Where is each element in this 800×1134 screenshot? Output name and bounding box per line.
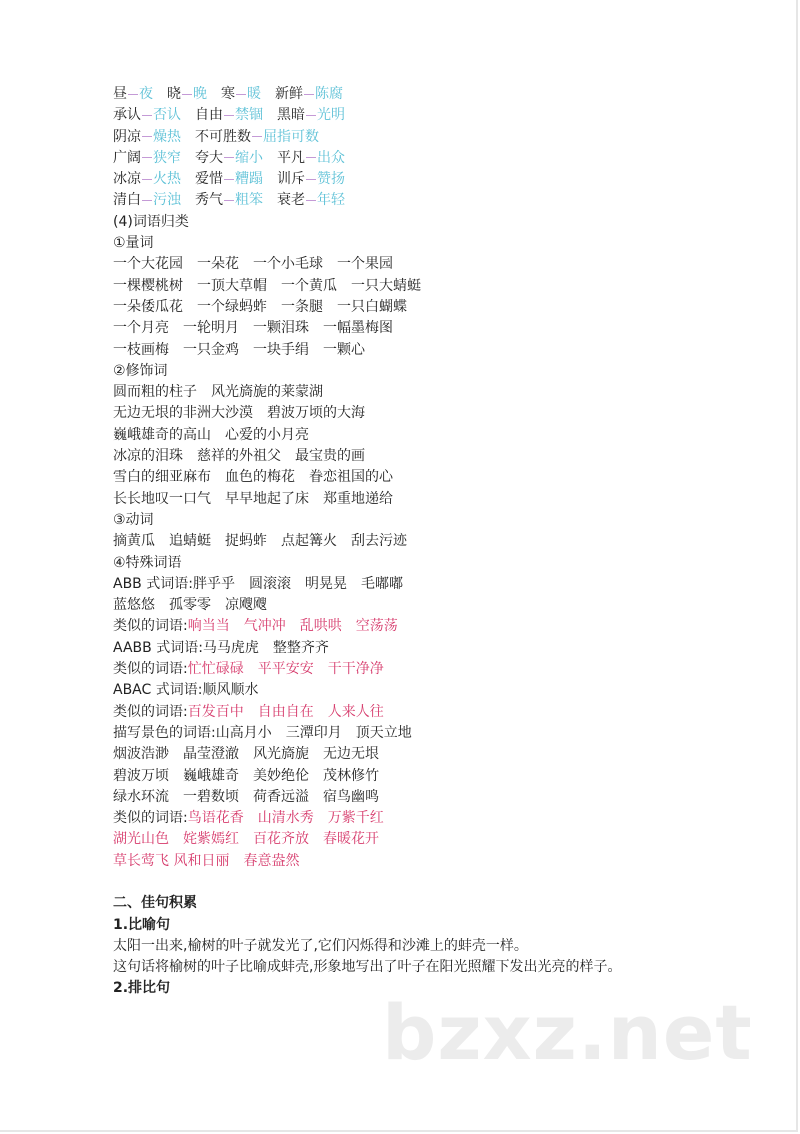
arrow-connector bbox=[306, 200, 316, 201]
text-line bbox=[113, 190, 621, 211]
arrow-connector bbox=[306, 115, 316, 116]
text-segment: ②修饰词 bbox=[113, 362, 168, 379]
antonym-word: 晚 bbox=[193, 86, 207, 102]
text-segment: 昼 bbox=[113, 86, 127, 102]
section-heading: 1.比喻句 bbox=[113, 916, 171, 933]
text-segment: 一枝画梅 一只金鸡 一块手绢 一颗心 bbox=[113, 341, 365, 358]
text-line bbox=[113, 893, 621, 914]
blank-line bbox=[113, 872, 621, 893]
section-heading: 2.排比句 bbox=[113, 980, 171, 997]
text-line bbox=[113, 467, 621, 488]
text-segment: 阴凉 bbox=[113, 128, 141, 145]
text-line bbox=[113, 936, 621, 957]
text-line bbox=[113, 276, 621, 297]
antonym-word: 燥热 bbox=[153, 128, 181, 145]
text-segment: 清白 bbox=[113, 192, 141, 209]
antonym-word: 火热 bbox=[153, 171, 181, 188]
text-segment: ①量词 bbox=[113, 235, 154, 252]
arrow-connector bbox=[224, 179, 234, 180]
text-segment: 一棵樱桃树 一顶大草帽 一个黄瓜 一只大蜻蜓 bbox=[113, 277, 421, 294]
arrow-connector bbox=[306, 157, 316, 158]
text-segment: 类似的词语: bbox=[113, 810, 188, 827]
text-segment: 训斥 bbox=[263, 171, 305, 188]
arrow-connector bbox=[304, 94, 314, 95]
text-segment: (4)词语归类 bbox=[113, 213, 189, 230]
text-segment: 承认 bbox=[113, 107, 141, 124]
antonym-word: 否认 bbox=[153, 107, 181, 124]
text-segment: 寒 bbox=[207, 86, 235, 102]
text-line bbox=[113, 340, 621, 361]
antonym-word: 暖 bbox=[247, 86, 261, 102]
text-segment: ABAC 式词语:顺风顺水 bbox=[113, 682, 259, 699]
text-line bbox=[113, 595, 621, 616]
antonym-word: 缩小 bbox=[235, 149, 263, 166]
text-line bbox=[113, 489, 621, 510]
text-line bbox=[113, 553, 621, 574]
antonym-word: 赞扬 bbox=[317, 171, 345, 188]
arrow-connector bbox=[128, 94, 138, 95]
text-segment: 新鲜 bbox=[261, 86, 303, 102]
arrow-connector bbox=[142, 115, 152, 116]
text-line bbox=[113, 680, 621, 701]
text-segment: 冰凉 bbox=[113, 171, 141, 188]
text-line bbox=[113, 829, 621, 850]
text-line bbox=[113, 702, 621, 723]
text-segment: 广阔 bbox=[113, 149, 141, 166]
antonym-word: 年轻 bbox=[317, 192, 345, 209]
similar-words: 草长莺飞 风和日丽 春意盎然 bbox=[113, 852, 300, 869]
text-segment: 类似的词语: bbox=[113, 661, 188, 678]
text-segment: 一个大花园 一朵花 一个小毛球 一个果园 bbox=[113, 256, 393, 273]
text-segment: AABB 式词语:马马虎虎 整整齐齐 bbox=[113, 639, 329, 656]
text-segment: 圆而粗的柱子 风光旖旎的莱蒙湖 bbox=[113, 384, 323, 401]
text-segment: 碧波万顷 巍峨雄奇 美妙绝伦 茂林修竹 bbox=[113, 767, 379, 784]
antonym-word: 夜 bbox=[139, 86, 153, 102]
text-segment: ③动词 bbox=[113, 511, 154, 528]
text-line bbox=[113, 212, 621, 233]
text-line bbox=[113, 84, 621, 105]
arrow-connector bbox=[142, 200, 152, 201]
text-segment: 一个月亮 一轮明月 一颗泪珠 一幅墨梅图 bbox=[113, 320, 393, 337]
text-line bbox=[113, 446, 621, 467]
text-line bbox=[113, 744, 621, 765]
text-segment: 烟波浩渺 晶莹澄澈 风光旖旎 无边无垠 bbox=[113, 746, 379, 763]
text-segment: 巍峨雄奇的高山 心爱的小月亮 bbox=[113, 426, 309, 443]
arrow-connector bbox=[182, 94, 192, 95]
text-line bbox=[113, 233, 621, 254]
antonym-word: 狭窄 bbox=[153, 149, 181, 166]
text-segment: ④特殊词语 bbox=[113, 554, 182, 571]
antonym-word: 光明 bbox=[317, 107, 345, 124]
text-segment: 太阳一出来,榆树的叶子就发光了,它们闪烁得和沙滩上的蚌壳一样。 bbox=[113, 937, 528, 954]
arrow-connector bbox=[306, 179, 316, 180]
document-content bbox=[113, 84, 621, 1000]
arrow-connector bbox=[224, 157, 234, 158]
text-segment: 蓝悠悠 孤零零 凉飕飕 bbox=[113, 597, 267, 614]
text-line bbox=[113, 723, 621, 744]
text-line bbox=[113, 148, 621, 169]
antonym-word: 屈指可数 bbox=[263, 128, 319, 145]
text-segment: 黑暗 bbox=[263, 107, 305, 124]
antonym-word: 陈腐 bbox=[315, 86, 343, 102]
arrow-connector bbox=[224, 115, 234, 116]
arrow-connector bbox=[142, 179, 152, 180]
similar-words: 百发百中 自由自在 人来人往 bbox=[187, 703, 384, 720]
text-segment: 这句话将榆树的叶子比喻成蚌壳,形象地写出了叶子在阳光照耀下发出光亮的样子。 bbox=[113, 959, 622, 976]
text-segment: 夸大 bbox=[181, 149, 223, 166]
text-line bbox=[113, 382, 621, 403]
text-segment: 一朵倭瓜花 一个绿蚂蚱 一条腿 一只白蝴蝶 bbox=[113, 298, 407, 315]
text-segment: 冰凉的泪珠 慈祥的外祖父 最宝贵的画 bbox=[113, 448, 365, 465]
text-segment: 类似的词语: bbox=[113, 703, 188, 720]
antonym-word: 糟蹋 bbox=[235, 171, 263, 188]
similar-words: 响当当 气冲冲 乱哄哄 空荡荡 bbox=[187, 618, 398, 635]
text-line bbox=[113, 254, 621, 275]
antonym-word: 出众 bbox=[317, 149, 345, 166]
text-line bbox=[113, 638, 621, 659]
text-segment: 秀气 bbox=[181, 192, 223, 209]
arrow-connector bbox=[142, 157, 152, 158]
text-line bbox=[113, 425, 621, 446]
text-line bbox=[113, 851, 621, 872]
section-heading: 二、佳句积累 bbox=[113, 895, 197, 912]
text-segment: 摘黄瓜 追蜻蜓 捉蚂蚱 点起篝火 刮去污迹 bbox=[113, 533, 407, 550]
antonym-word: 禁锢 bbox=[235, 107, 263, 124]
similar-words: 湖光山色 姹紫嫣红 百花齐放 春暖花开 bbox=[113, 831, 379, 848]
text-segment: 平凡 bbox=[263, 149, 305, 166]
text-segment: 雪白的细亚麻布 血色的梅花 眷恋祖国的心 bbox=[113, 469, 393, 486]
similar-words: 忙忙碌碌 平平安安 干干净净 bbox=[187, 661, 384, 678]
arrow-connector bbox=[236, 94, 246, 95]
text-segment: 衰老 bbox=[263, 192, 305, 209]
text-line bbox=[113, 808, 621, 829]
text-line bbox=[113, 127, 621, 148]
text-line bbox=[113, 297, 621, 318]
text-line bbox=[113, 659, 621, 680]
text-segment: 描写景色的词语:山高月小 三潭印月 顶天立地 bbox=[113, 724, 412, 741]
text-segment: 晓 bbox=[153, 86, 181, 102]
text-line bbox=[113, 531, 621, 552]
arrow-connector bbox=[224, 200, 234, 201]
text-segment: 绿水环流 一碧数顷 荷香远溢 宿鸟幽鸣 bbox=[113, 788, 379, 805]
similar-words: 鸟语花香 山清水秀 万紫千红 bbox=[187, 810, 384, 827]
text-segment: 类似的词语: bbox=[113, 618, 188, 635]
text-line bbox=[113, 915, 621, 936]
watermark: bzxz.net bbox=[382, 988, 753, 1077]
text-line bbox=[113, 510, 621, 531]
text-line bbox=[113, 766, 621, 787]
arrow-connector bbox=[142, 136, 152, 137]
text-segment: 无边无垠的非洲大沙漠 碧波万顷的大海 bbox=[113, 405, 365, 422]
text-line bbox=[113, 105, 621, 126]
text-segment: 不可胜数 bbox=[181, 128, 251, 145]
text-line bbox=[113, 318, 621, 339]
arrow-connector bbox=[252, 136, 262, 137]
text-segment: ABB 式词语:胖乎乎 圆滚滚 明晃晃 毛嘟嘟 bbox=[113, 575, 403, 592]
antonym-word: 粗笨 bbox=[235, 192, 263, 209]
text-line bbox=[113, 787, 621, 808]
text-line bbox=[113, 574, 621, 595]
text-segment: 长长地叹一口气 早早地起了床 郑重地递给 bbox=[113, 490, 393, 507]
text-line bbox=[113, 616, 621, 637]
text-line bbox=[113, 403, 621, 424]
text-segment: 爱惜 bbox=[181, 171, 223, 188]
antonym-word: 污浊 bbox=[153, 192, 181, 209]
text-line bbox=[113, 957, 621, 978]
text-segment: 自由 bbox=[181, 107, 223, 124]
text-line bbox=[113, 361, 621, 382]
text-line bbox=[113, 169, 621, 190]
